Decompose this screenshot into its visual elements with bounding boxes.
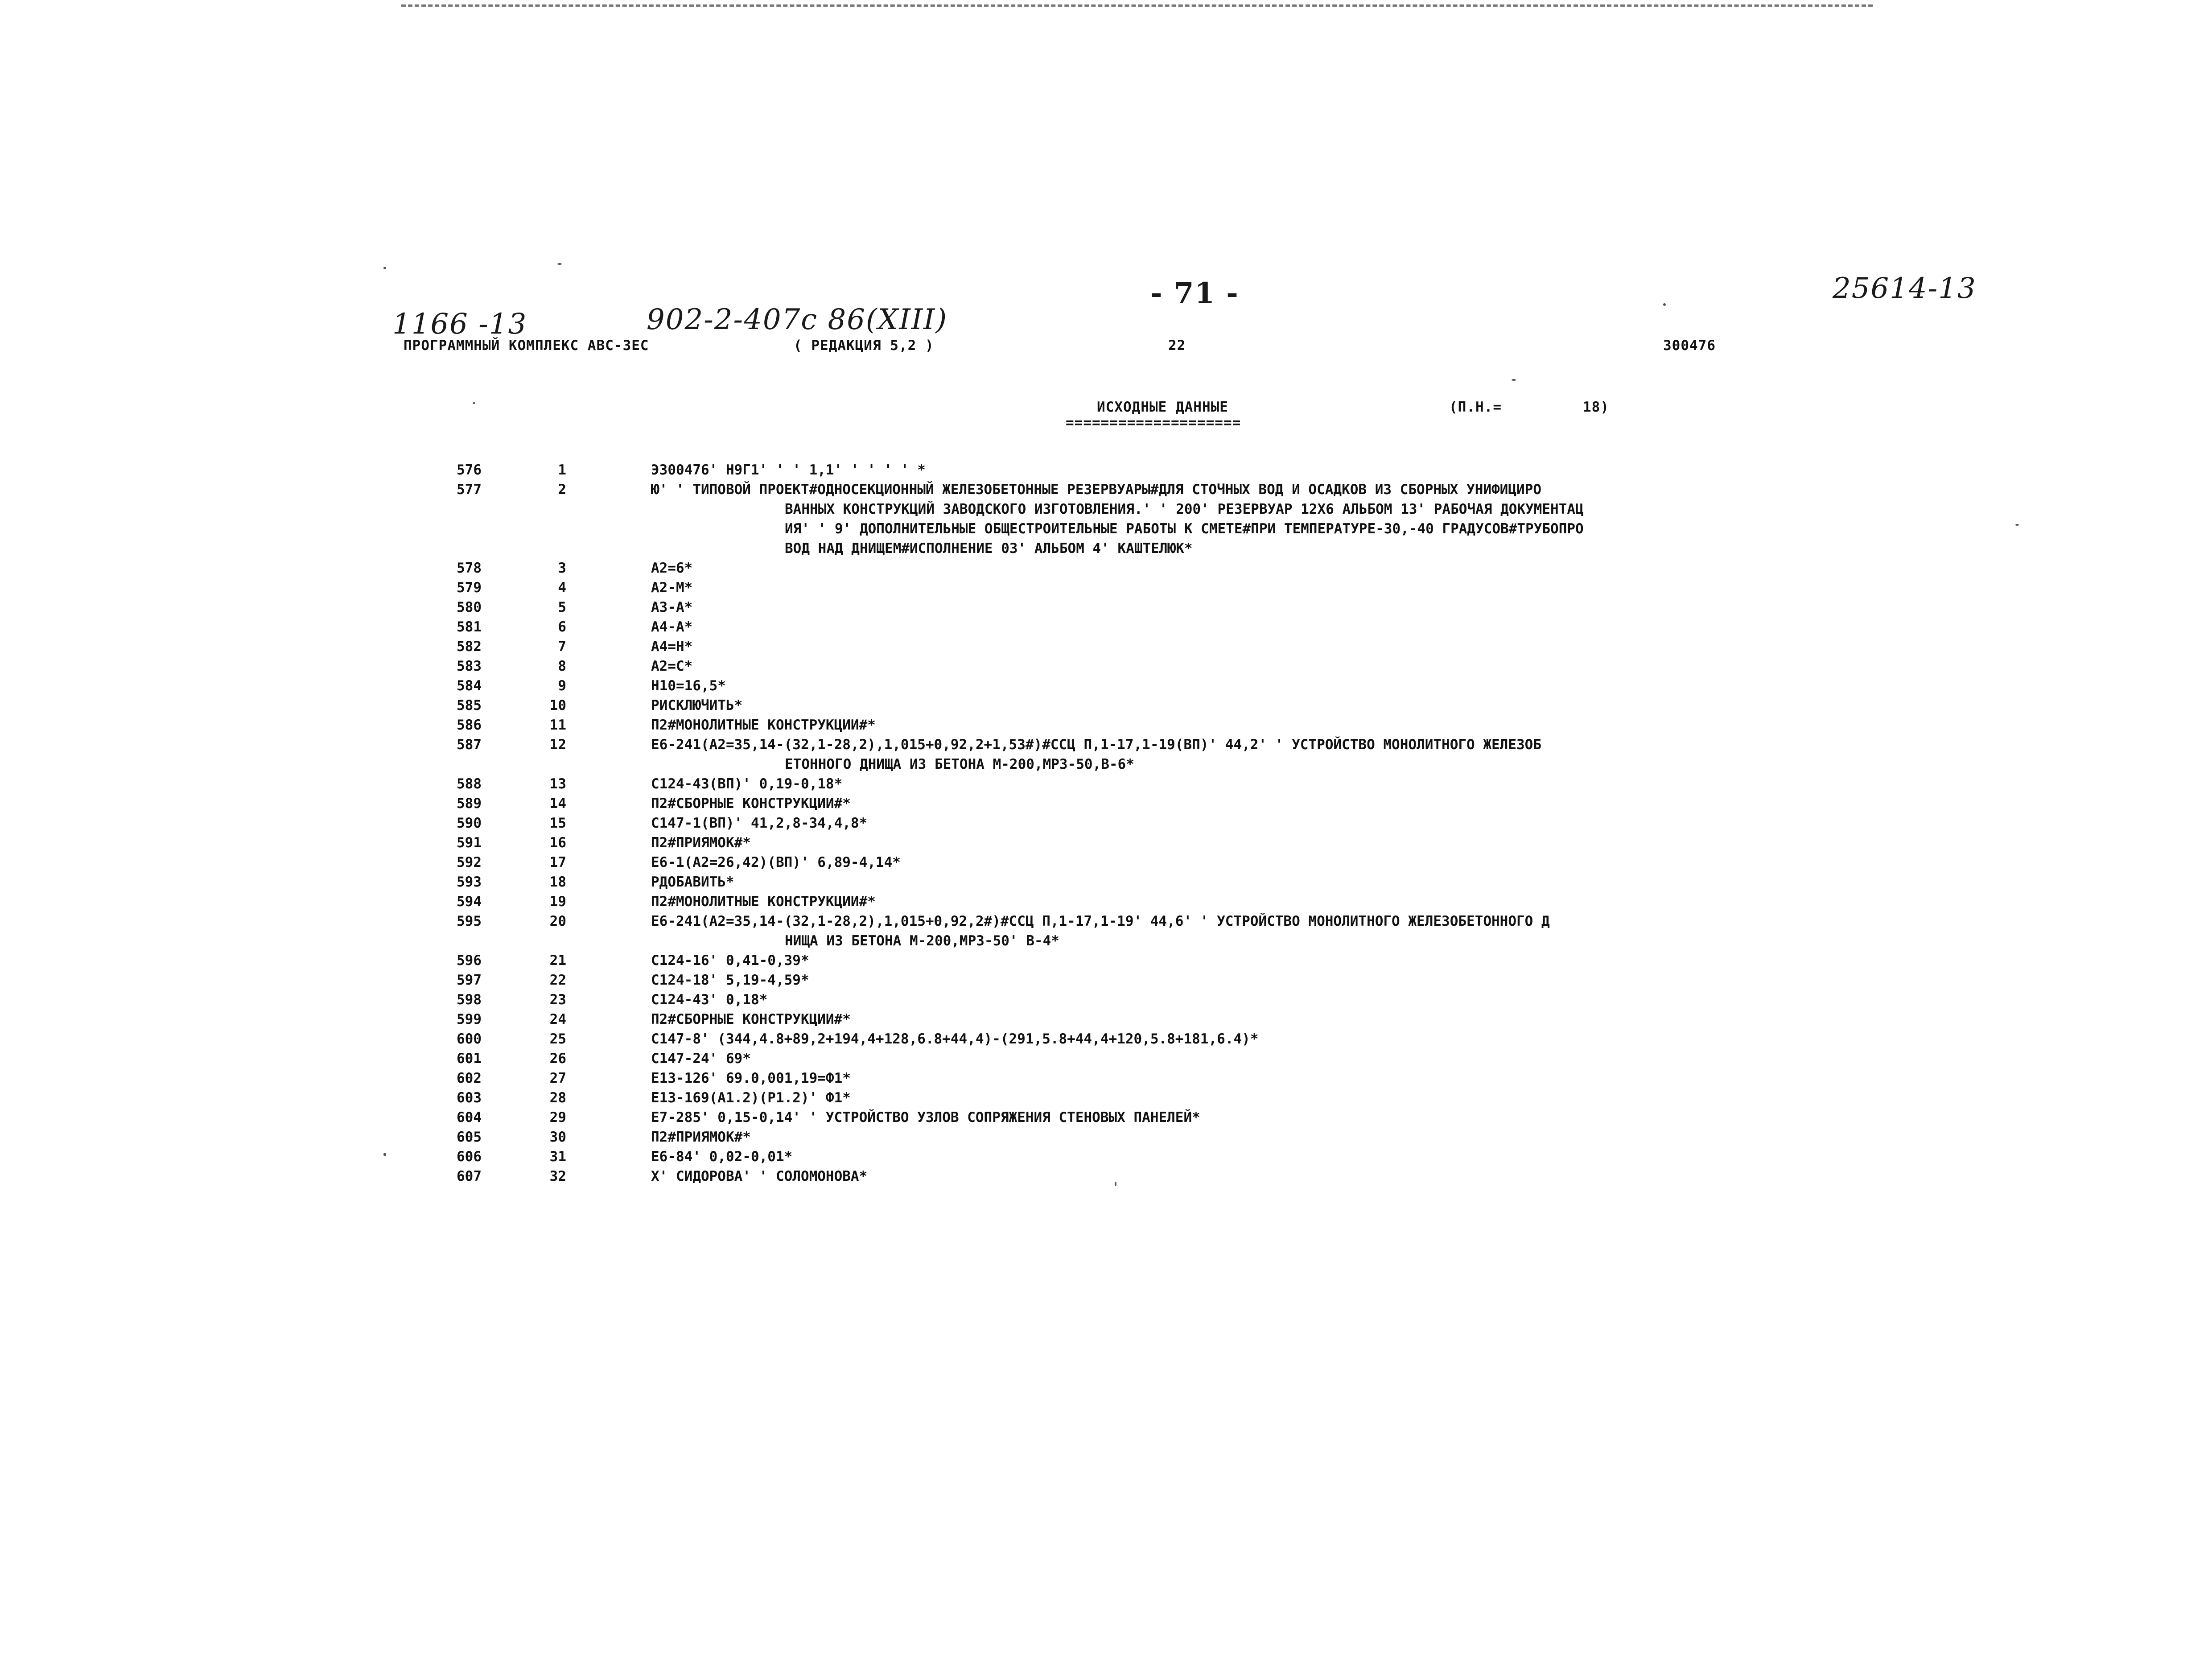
record-text-continuation: ЕТОННОГО ДНИЩА ИЗ БЕТОНА М-200,МРЗ-50,В-6* xyxy=(785,756,1134,772)
record-number: 589 xyxy=(457,796,482,812)
record-number: 586 xyxy=(457,717,482,733)
record-text xyxy=(651,598,692,617)
line-number: 7 xyxy=(558,639,566,655)
record-text-line: А4-А* xyxy=(651,619,693,635)
record-text-line: А3-А* xyxy=(651,599,693,615)
record-number: 605 xyxy=(457,1129,482,1145)
line-number: 5 xyxy=(558,599,566,615)
record-text xyxy=(651,774,842,794)
record-number: 581 xyxy=(457,619,482,635)
doc-number: 300476 xyxy=(1663,338,1716,354)
scan-speck xyxy=(1663,303,1666,306)
line-number: 2 xyxy=(558,482,566,498)
edition-label: ( РЕДАКЦИЯ 5,2 ) xyxy=(794,338,934,354)
listing-row xyxy=(0,480,1584,558)
listing-row xyxy=(0,813,1584,833)
record-number: 594 xyxy=(457,894,482,910)
record-number: 585 xyxy=(457,697,482,713)
line-number: 13 xyxy=(549,776,566,792)
record-text xyxy=(651,1108,1200,1127)
record-text xyxy=(651,656,692,676)
section-underline: ==================== xyxy=(1066,415,1241,431)
line-number: 20 xyxy=(549,913,566,929)
record-text-line: Н10=16,5* xyxy=(651,678,726,694)
listing-row xyxy=(0,1029,1584,1049)
record-text-line: А4=Н* xyxy=(651,639,693,655)
line-number: 12 xyxy=(549,737,566,753)
record-text-line: П2#ПРИЯМОК#* xyxy=(651,1129,751,1145)
section-title: ИСХОДНЫЕ ДАННЫЕ xyxy=(1097,399,1228,415)
listing-row xyxy=(0,892,1584,911)
line-number: 27 xyxy=(549,1070,566,1086)
listing-row xyxy=(0,990,1584,1010)
listing-row xyxy=(0,676,1584,696)
line-number: 26 xyxy=(549,1051,566,1067)
record-text-line: Е7-285' 0,15-0,14' ' УСТРОЙСТВО УЗЛОВ СОПРЯЖЕНИЯ СТЕНОВЫХ ПАНЕЛЕЙ* xyxy=(651,1109,1200,1126)
scan-speck xyxy=(383,267,386,269)
listing-row xyxy=(0,1088,1584,1108)
record-number: 603 xyxy=(457,1090,482,1106)
record-text-line: С124-43(ВП)' 0,19-0,18* xyxy=(651,776,843,792)
listing-row xyxy=(0,853,1584,872)
record-text-continuation: НИЩА ИЗ БЕТОНА М-200,МРЗ-50' В-4* xyxy=(785,933,1059,949)
listing-row xyxy=(0,774,1584,794)
line-number: 25 xyxy=(549,1031,566,1047)
line-number: 28 xyxy=(549,1090,566,1106)
record-number: 600 xyxy=(457,1031,482,1047)
record-text-continuation: ВОД НАД ДНИЩЕМ#ИСПОЛНЕНИЕ 03' АЛЬБОМ 4' КАШТЕЛЮК* xyxy=(785,540,1193,557)
record-text xyxy=(651,696,742,715)
record-number: 593 xyxy=(457,874,482,890)
line-number: 19 xyxy=(549,894,566,910)
record-number: 582 xyxy=(457,639,482,655)
listing-row xyxy=(0,460,1584,480)
record-text-line: С147-24' 69* xyxy=(651,1051,751,1067)
record-text xyxy=(651,735,1541,774)
record-text xyxy=(651,951,809,970)
listing-row xyxy=(0,696,1584,715)
line-number: 23 xyxy=(549,992,566,1008)
record-text-line: А2-М* xyxy=(651,580,693,596)
record-number: 591 xyxy=(457,835,482,851)
listing-row xyxy=(0,794,1584,813)
record-text xyxy=(651,813,867,833)
record-text xyxy=(651,1167,867,1186)
listing-row xyxy=(0,1127,1584,1147)
listing-row xyxy=(0,637,1584,656)
listing-row xyxy=(0,1147,1584,1167)
record-text xyxy=(651,1127,751,1147)
record-number: 599 xyxy=(457,1011,482,1027)
listing-row xyxy=(0,656,1584,676)
listing-row xyxy=(0,1010,1584,1029)
record-text-line: Ю' ' ТИПОВОЙ ПРОЕКТ#ОДНОСЕКЦИОННЫЙ ЖЕЛЕЗОБЕТОННЫЕ РЕЗЕРВУАРЫ#ДЛЯ СТОЧНЫХ ВОД И ОСАДКОВ ИЗ СБОРНЫХ УНИФИЦИРО xyxy=(651,482,1542,498)
record-text xyxy=(651,558,692,578)
record-text-line: П2#МОНОЛИТНЫЕ КОНСТРУКЦИИ#* xyxy=(651,894,876,910)
record-text xyxy=(651,460,926,480)
line-number: 1 xyxy=(558,462,566,478)
page-number: 22 xyxy=(1168,338,1186,354)
record-text-continuation: ВАННЫХ КОНСТРУКЦИЙ ЗАВОДСКОГО ИЗГОТОВЛЕНИЯ.' ' 200' РЕЗЕРВУАР 12Х6 АЛЬБОМ 13' РАБОЧАЯ ДОКУМЕНТАЦ xyxy=(785,501,1584,517)
listing-row xyxy=(0,833,1584,853)
listing-row xyxy=(0,578,1584,598)
line-number: 21 xyxy=(549,952,566,969)
record-text-line: П2#ПРИЯМОК#* xyxy=(651,835,751,851)
record-text xyxy=(651,480,1584,558)
record-number: 577 xyxy=(457,482,482,498)
listing-row xyxy=(0,872,1584,892)
record-number: 597 xyxy=(457,972,482,988)
scan-speck xyxy=(557,263,562,265)
record-text-line: Е6-241(А2=35,14-(32,1-28,2),1,015+0,92,2+1,53#)#ССЦ П,1-17,1-19(ВП)' 44,2' ' УСТРОЙСТВО МОНОЛИТНОГО ЖЕЛЕЗОБ xyxy=(651,737,1542,753)
line-number: 22 xyxy=(549,972,566,988)
record-text xyxy=(651,1068,851,1088)
record-text xyxy=(651,794,851,813)
record-text xyxy=(651,637,692,656)
record-text xyxy=(651,872,734,892)
pn-value: 18) xyxy=(1583,399,1609,415)
pn-label: (П.Н.= xyxy=(1449,399,1502,415)
record-text-line: РИСКЛЮЧИТЬ* xyxy=(651,697,743,713)
record-number: 587 xyxy=(457,737,482,753)
listing-row xyxy=(0,951,1584,970)
listing-row xyxy=(0,970,1584,990)
line-number: 24 xyxy=(549,1011,566,1027)
record-number: 607 xyxy=(457,1168,482,1184)
line-number: 10 xyxy=(549,697,566,713)
record-text xyxy=(651,715,876,735)
record-text-line: РДОБАВИТЬ* xyxy=(651,874,734,890)
handwritten-code-left: 1166 -13 xyxy=(392,308,527,341)
record-number: 584 xyxy=(457,678,482,694)
record-text xyxy=(651,1147,792,1167)
record-text-line: С124-16' 0,41-0,39* xyxy=(651,952,809,969)
line-number: 14 xyxy=(549,796,566,812)
record-number: 601 xyxy=(457,1051,482,1067)
source-listing xyxy=(0,460,1584,1186)
record-text-line: Э300476' Н9Г1' ' ' 1,1' ' ' ' ' * xyxy=(651,462,926,478)
record-number: 579 xyxy=(457,580,482,596)
record-text-line: Е6-84' 0,02-0,01* xyxy=(651,1149,793,1165)
listing-row xyxy=(0,598,1584,617)
line-number: 9 xyxy=(558,678,566,694)
listing-row xyxy=(0,911,1584,951)
scan-speck xyxy=(1115,1182,1116,1186)
listing-row xyxy=(0,715,1584,735)
listing-row xyxy=(0,1049,1584,1068)
line-number: 4 xyxy=(558,580,566,596)
record-text xyxy=(651,911,1550,951)
line-number: 11 xyxy=(549,717,566,733)
record-text xyxy=(651,1088,851,1108)
record-text-line: Е13-126' 69.0,001,19=Ф1* xyxy=(651,1070,851,1086)
line-number: 16 xyxy=(549,835,566,851)
record-number: 602 xyxy=(457,1070,482,1086)
record-text xyxy=(651,578,692,598)
record-number: 583 xyxy=(457,658,482,674)
handwritten-code-right: 25614-13 xyxy=(1833,272,1977,305)
listing-row xyxy=(0,558,1584,578)
listing-row xyxy=(0,617,1584,637)
line-number: 17 xyxy=(549,854,566,870)
record-number: 588 xyxy=(457,776,482,792)
record-text xyxy=(651,970,809,990)
record-text xyxy=(651,617,692,637)
record-text-line: С147-1(ВП)' 41,2,8-34,4,8* xyxy=(651,815,868,831)
record-text xyxy=(651,1049,751,1068)
scan-speck xyxy=(1512,379,1516,381)
record-text xyxy=(651,1029,1258,1049)
record-text xyxy=(651,676,726,696)
program-label: ПРОГРАММНЫЙ КОМПЛЕКС АВС-3ЕС xyxy=(404,338,649,354)
scan-speck xyxy=(2015,524,2019,526)
record-number: 596 xyxy=(457,952,482,969)
record-text-line: А2=С* xyxy=(651,658,693,674)
scan-speck xyxy=(473,402,475,404)
line-number: 30 xyxy=(549,1129,566,1145)
record-text-line: Е6-241(А2=35,14-(32,1-28,2),1,015+0,92,2#)#ССЦ П,1-17,1-19' 44,6' ' УСТРОЙСТВО МОНОЛИТНОГО ЖЕЛЕЗОБЕТОННОГО Д xyxy=(651,913,1550,929)
listing-row xyxy=(0,1068,1584,1088)
line-number: 18 xyxy=(549,874,566,890)
record-text-line: С147-8' (344,4.8+89,2+194,4+128,6.8+44,4)-(291,5.8+44,4+120,5.8+181,6.4)* xyxy=(651,1031,1259,1047)
listing-row xyxy=(0,735,1584,774)
record-number: 576 xyxy=(457,462,482,478)
record-text-line: А2=6* xyxy=(651,560,693,576)
line-number: 15 xyxy=(549,815,566,831)
line-number: 29 xyxy=(549,1109,566,1126)
line-number: 3 xyxy=(558,560,566,576)
record-text-line: П2#СБОРНЫЕ КОНСТРУКЦИИ#* xyxy=(651,1011,851,1027)
record-number: 592 xyxy=(457,854,482,870)
top-scan-edge xyxy=(401,4,1873,7)
record-text xyxy=(651,833,751,853)
record-number: 604 xyxy=(457,1109,482,1126)
line-number: 31 xyxy=(549,1149,566,1165)
scan-speck xyxy=(383,1153,386,1156)
record-text-line: Х' СИДОРОВА' ' СОЛОМОНОВА* xyxy=(651,1168,868,1184)
record-number: 580 xyxy=(457,599,482,615)
record-text-line: Е13-169(А1.2)(Р1.2)' Ф1* xyxy=(651,1090,851,1106)
record-text-line: П2#МОНОЛИТНЫЕ КОНСТРУКЦИИ#* xyxy=(651,717,876,733)
record-number: 595 xyxy=(457,913,482,929)
record-text-continuation: ИЯ' ' 9' ДОПОЛНИТЕЛЬНЫЕ ОБЩЕСТРОИТЕЛЬНЫЕ РАБОТЫ К СМЕТЕ#ПРИ ТЕМПЕРАТУРЕ-30,-40 ГРАДУСОВ#ТРУБОПРО xyxy=(785,521,1584,537)
listing-row xyxy=(0,1167,1584,1186)
record-text xyxy=(651,990,767,1010)
line-number: 6 xyxy=(558,619,566,635)
handwritten-project-code: 902-2-407с 86(XIII) xyxy=(647,303,948,336)
line-number: 32 xyxy=(549,1168,566,1184)
record-number: 598 xyxy=(457,992,482,1008)
record-number: 590 xyxy=(457,815,482,831)
line-number: 8 xyxy=(558,658,566,674)
record-text-line: С124-18' 5,19-4,59* xyxy=(651,972,809,988)
record-text-line: Е6-1(А2=26,42)(ВП)' 6,89-4,14* xyxy=(651,854,901,870)
record-text xyxy=(651,1010,851,1029)
page-marker: - 71 - xyxy=(1150,276,1239,310)
record-text-line: С124-43' 0,18* xyxy=(651,992,768,1008)
listing-row xyxy=(0,1108,1584,1127)
record-number: 606 xyxy=(457,1149,482,1165)
record-text xyxy=(651,892,876,911)
record-number: 578 xyxy=(457,560,482,576)
record-text xyxy=(651,853,901,872)
record-text-line: П2#СБОРНЫЕ КОНСТРУКЦИИ#* xyxy=(651,796,851,812)
